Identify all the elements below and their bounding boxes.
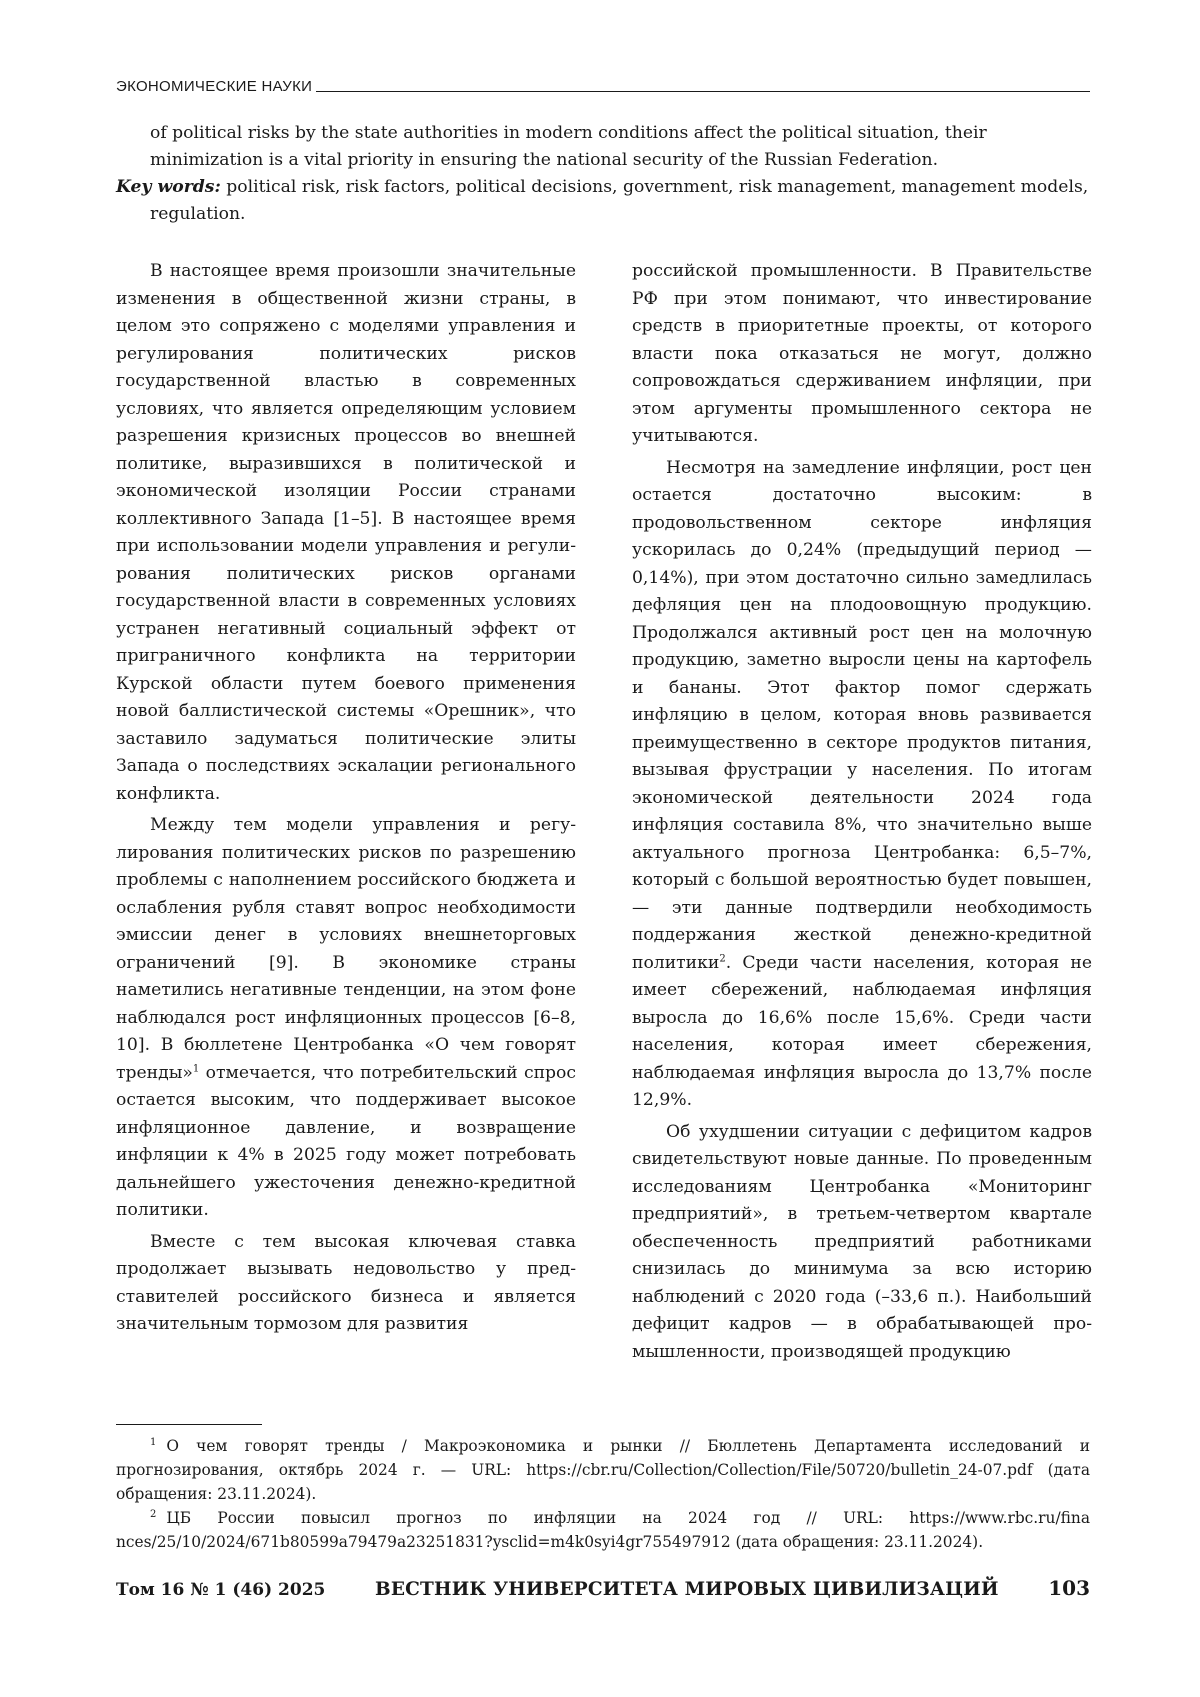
header-rule <box>316 91 1090 92</box>
left-column <box>116 258 576 1343</box>
footnote-ref[interactable]: 1 <box>192 1062 200 1074</box>
right-column <box>632 258 1092 1370</box>
keywords <box>116 174 1090 228</box>
paragraph-text: . Среди части населения, которая не имеет сбережений, наблюдаемая инфляция выросла до 16,6% после 15,6%. Среди части населения, которая имеет сбережения, наблюдаемая инфляция выросла до 13,7% после 12,9%. <box>632 952 1092 1110</box>
paragraph: российской промышленности. В Правительстве РФ при этом понимают, что инвестирование средств в приоритетные проекты, от которого власти пока отказаться не могут, должно сопровождаться сдерживанием инфляции, при этом аргументы промышленного сектора не учитываются. <box>632 261 1092 446</box>
footnote-number: 1 <box>150 1436 157 1448</box>
footnote-text: О чем говорят тренды / Макроэкономика и рынки // Бюллетень Департамента исследований и прогнозирования, октябрь 2024 г. — URL: https://cbr.ru/Collection/Collection/File/50720/bulletin_24-07.pdf (дата обращения: 23.11.2024). <box>116 1437 1090 1503</box>
running-footer <box>116 1576 1090 1600</box>
paragraph-text: Между тем модели управления и регулирования политических рисков по разрешению проблемы с наполнением российского бюджета и ослабления рубля ставят вопрос необходимости эмиссии денег в условиях внешнеторговых ограничений [9]. В экономике страны наметились негативные тенденции, на этом фоне наблюдался рост инфляционных процессов [6–8, 10]. В бюллетене Центробанка «О чем говорят тренды» <box>116 815 576 1083</box>
paragraph: Об ухудшении ситуации с дефицитом кадров свидетельствуют новые данные. По проведенным исследованиям Центробанка «Мониторинг предприятий», в третьем-четвертом квартале обеспеченность предприятий работниками снизилась до минимума за всю историю наблюдений с 2020 года (–33,6 п.). Наибольший дефицит кадров — в обрабатывающей промышленности, производящей продукцию <box>632 1121 1092 1362</box>
paragraph <box>116 812 576 1225</box>
page-number: 103 <box>1048 1576 1090 1600</box>
volume-info: Том 16 № 1 (46) 2025 <box>116 1580 326 1600</box>
paragraph: В настоящее время произошли значительные изменения в общественной жизни страны, в целом это сопряжено с моделями управления и регулирования политических рисков государственной властью в современных условиях, что является определяющим условием разрешения кризисных процессов во внешней политике, выразившихся в политической и экономической изоляции России странами коллективного Запада [1–5]. В настоящее время при использовании модели управления и регулирования политических рисков органами государственной власти в современных условиях устранен негативный социальный эффект от приграничного конфликта на территории Курской области путем боевого применения новой баллистической системы «Орешник», что заставило задуматься политические элиты Запада о последствиях эскалации регионального конфликта. <box>116 261 576 804</box>
footnote-number: 2 <box>150 1508 157 1520</box>
footnotes <box>116 1434 1090 1554</box>
keywords-label: Key words: <box>116 177 221 197</box>
journal-title: ВЕСТНИК УНИВЕРСИТЕТА МИРОВЫХ ЦИВИЛИЗАЦИЙ <box>375 1579 999 1600</box>
section-title: ЭКОНОМИЧЕСКИЕ НАУКИ <box>116 78 313 95</box>
footnote-text: ЦБ России повысил прогноз по инфляции на 2024 год // URL: https://www.rbc.ru/fina nces/25/10/2024/671b80599a79479a23251831?ysclid=m4k0syi4gr755497912 (дата обращения: 23.11.2024). <box>116 1509 1090 1551</box>
paragraph-text: Несмотря на замедление инфляции, рост цен остается достаточно высоким: в продовольственном секторе инфляция ускорилась до 0,24% (предыдущий период — 0,14%), при этом достаточно сильно замедлилась дефляция цен на плодоовощную продукцию. Продолжался активный рост цен на молочную продукцию, заметно выросли цены на картофель и бананы. Этот фактор помог сдержать инфляцию в целом, которая вновь развивается преимущественно в секторе продуктов питания, вызывая фрустрации у населения. По итогам экономической деятельности 2024 года инфляция составила 8%, что значительно выше актуального прогноза Центробанка: 6,5–7%, который с большой вероятностью будет повышен, — эти данные подтвердили необходимость поддержания жесткой денежно-кредитной политики <box>632 457 1092 973</box>
paragraph <box>632 455 1092 1115</box>
paragraph: Вместе с тем высокая ключевая ставка продолжает вызывать недовольство у представителей российского бизнеса и является значительным тормозом для развития <box>116 1231 576 1334</box>
abstract <box>116 120 1090 228</box>
running-header <box>116 78 1090 95</box>
abstract-continuation: of political risks by the state authorities in modern conditions affect the political situation, their minimization is a vital priority in ensuring the national security of the Russian Federation. <box>150 123 987 170</box>
keywords-text: political risk, risk factors, political decisions, government, risk management, management models, regulation. <box>150 177 1089 224</box>
footnote <box>116 1434 1090 1506</box>
footnote-separator <box>116 1424 262 1425</box>
footnote-ref[interactable]: 2 <box>719 952 726 964</box>
paragraph-text: отмечается, что потребительский спрос остается высоким, что поддерживает высокое инфляционное давление, и возвращение инфляции к 4% в 2025 году может потребовать дальнейшего ужесточения денежно-кредитной политики. <box>116 1062 577 1220</box>
footnote <box>116 1506 1090 1554</box>
